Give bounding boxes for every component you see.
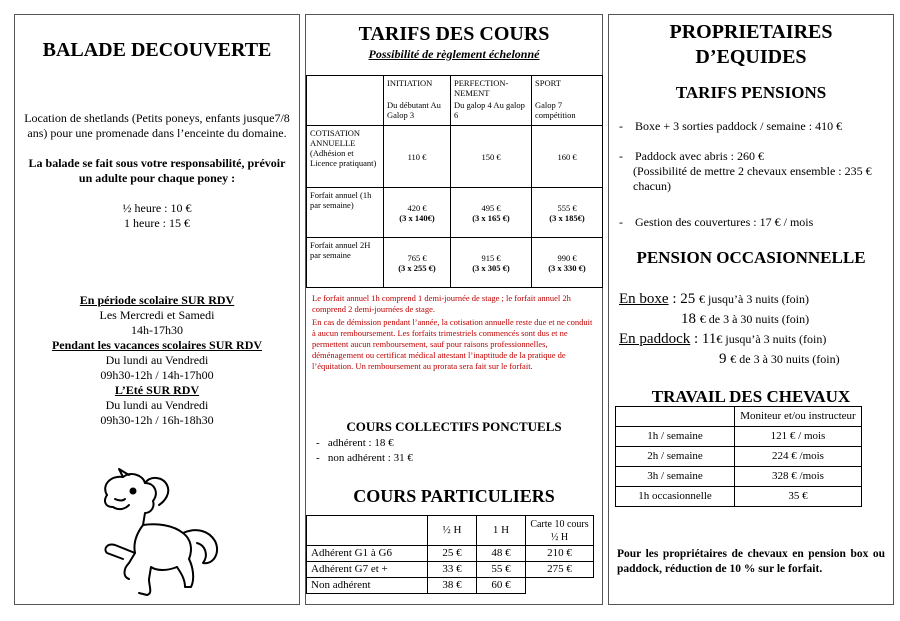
row-value: 275 € bbox=[526, 562, 594, 578]
table-row bbox=[616, 467, 862, 487]
occasion-boxe: En boxe : 25 € jusqu’à 3 nuits (foin) 18 € de 3 à 30 nuits (foin) bbox=[619, 291, 810, 327]
row-value: 110 € bbox=[384, 126, 451, 188]
table-row bbox=[307, 188, 603, 238]
particuliers-title: COURS PARTICULIERS bbox=[353, 486, 555, 506]
refund-note: En cas de démission pendant l’année, la cotisation annuelle reste due et ne conduit à aucun remboursement. Les forfaits trimestriels commencés sont dus et ne permettent aucun remboursement, sauf pour raisons professionnelles, déménagement ou certificat médical attestant l’inaptitude de la pratique de l’équitation. Un remboursement au prorata sera fait sur le forfait. bbox=[312, 317, 593, 371]
row-label: Adhérent G7 et + bbox=[307, 562, 428, 578]
tarifs-table bbox=[306, 75, 603, 288]
period-summer-hours: 09h30-12h / 16h-18h30 bbox=[100, 413, 214, 427]
row-value: 35 € bbox=[735, 487, 862, 507]
table-row bbox=[307, 562, 594, 578]
row-value: 55 € bbox=[477, 562, 526, 578]
part-header: ½ H bbox=[428, 516, 477, 546]
list-item: - adhérent : 18 € bbox=[316, 437, 394, 449]
collectifs-list bbox=[316, 436, 413, 466]
travail-table bbox=[615, 406, 862, 507]
row-label: Forfait annuel 2H par semaine bbox=[307, 238, 384, 288]
price-half-hour: ½ heure : 10 € bbox=[122, 201, 192, 215]
tarifs-corner-cell bbox=[307, 76, 384, 126]
forfait-note: Le forfait annuel 1h comprend 1 demi-journée de stage ; le forfait annuel 2h comprend 2 demi-journées de stage. bbox=[312, 293, 571, 314]
table-row bbox=[616, 427, 862, 447]
table-row bbox=[307, 126, 603, 188]
row-label: 1h occasionnelle bbox=[616, 487, 735, 507]
row-value: 38 € bbox=[428, 578, 477, 594]
proprio-title-line1: PROPRIETAIRES bbox=[669, 21, 833, 43]
row-value: 765 € (3 x 255 €) bbox=[384, 238, 451, 288]
period-school-title: En période scolaire SUR RDV bbox=[79, 293, 235, 307]
row-label: 2h / semaine bbox=[616, 447, 735, 467]
tarifs-header-sport: SPORT Galop 7 compétition bbox=[532, 76, 603, 126]
period-summer-title: L’Eté SUR RDV bbox=[114, 383, 200, 397]
reduction-note: Pour les propriétaires de chevaux en pension box ou paddock, réduction de 10 % sur le forfait. bbox=[617, 548, 885, 575]
travail-corner-cell bbox=[616, 407, 735, 427]
travail-title: TRAVAIL DES CHEVAUX bbox=[651, 387, 851, 406]
row-label: COTISATION ANNUELLE (Adhésion et Licence pratiquant) bbox=[307, 126, 384, 188]
row-value: 33 € bbox=[428, 562, 477, 578]
balade-warning: La balade se fait sous votre responsabilité, prévoir un adulte pour chaque poney : bbox=[28, 156, 286, 185]
row-value: 328 € /mois bbox=[735, 467, 862, 487]
occasion-paddock: En paddock : 11€ jusqu’à 3 nuits (foin) 9 € de 3 à 30 nuits (foin) bbox=[619, 331, 840, 367]
period-holidays-days: Du lundi au Vendredi bbox=[105, 353, 209, 367]
balade-title: BALADE DECOUVERTE bbox=[42, 39, 272, 61]
period-school-days: Les Mercredi et Samedi bbox=[99, 308, 215, 322]
table-row bbox=[307, 238, 603, 288]
table-row bbox=[307, 578, 594, 594]
panel-balade bbox=[14, 14, 300, 605]
row-label: Forfait annuel (1h par semaine) bbox=[307, 188, 384, 238]
tarifs-subtitle: Possibilité de règlement échelonné bbox=[368, 47, 540, 61]
row-label: 1h / semaine bbox=[616, 427, 735, 447]
row-value: 150 € bbox=[451, 126, 532, 188]
row-value: 25 € bbox=[428, 546, 477, 562]
pension-boxe: - Boxe + 3 sorties paddock / semaine : 410 € bbox=[619, 119, 843, 133]
collectifs-title: COURS COLLECTIFS PONCTUELS bbox=[346, 419, 562, 434]
particuliers-table bbox=[306, 515, 594, 594]
pony-illustration bbox=[93, 467, 223, 599]
balade-intro: Location de shetlands (Petits poneys, enfants jusque7/8 ans) pour une promenade dans l’enceinte du domaine. bbox=[24, 111, 290, 140]
row-value: 160 € bbox=[532, 126, 603, 188]
row-value: 60 € bbox=[477, 578, 526, 594]
tarifs-header-initiation: INITIATION Du débutant Au Galop 3 bbox=[384, 76, 451, 126]
pensions-title: TARIFS PENSIONS bbox=[675, 83, 827, 102]
row-value: 121 € / mois bbox=[735, 427, 862, 447]
table-row bbox=[307, 546, 594, 562]
empty-cell bbox=[526, 578, 594, 594]
period-summer-days: Du lundi au Vendredi bbox=[105, 398, 209, 412]
table-row bbox=[616, 447, 862, 467]
pension-paddock: - Paddock avec abris : 260 € (Possibilité de mettre 2 chevaux ensemble : 235 € chacun) bbox=[619, 149, 885, 194]
row-value: 420 € (3 x 140€) bbox=[384, 188, 451, 238]
tarifs-title: TARIFS DES COURS bbox=[358, 23, 550, 45]
row-value: 224 € /mois bbox=[735, 447, 862, 467]
panel-proprietaires bbox=[608, 14, 894, 605]
row-label: Non adhérent bbox=[307, 578, 428, 594]
part-corner-cell bbox=[307, 516, 428, 546]
proprio-title-line2: D’EQUIDES bbox=[695, 46, 807, 68]
period-holidays-hours: 09h30-12h / 14h-17h00 bbox=[100, 368, 214, 382]
pension-paddock-detail: (Possibilité de mettre 2 chevaux ensemble : 235 € chacun) bbox=[633, 164, 872, 193]
row-value: 210 € bbox=[526, 546, 594, 562]
occasion-title: PENSION OCCASIONNELLE bbox=[636, 248, 866, 267]
tarifs-header-perfectionnement: PERFECTION-NEMENT Du galop 4 Au galop 6 bbox=[451, 76, 532, 126]
row-value: 48 € bbox=[477, 546, 526, 562]
panel-tarifs bbox=[305, 14, 603, 605]
period-school-hours: 14h-17h30 bbox=[131, 323, 183, 337]
row-value: 555 € (3 x 185€) bbox=[532, 188, 603, 238]
part-header: 1 H bbox=[477, 516, 526, 546]
row-value: 990 € (3 x 330 €) bbox=[532, 238, 603, 288]
row-label: Adhérent G1 à G6 bbox=[307, 546, 428, 562]
row-value: 495 € (3 x 165 €) bbox=[451, 188, 532, 238]
period-holidays-title: Pendant les vacances scolaires SUR RDV bbox=[51, 338, 263, 352]
list-item: - non adhérent : 31 € bbox=[316, 452, 413, 464]
table-row bbox=[616, 487, 862, 507]
travail-header: Moniteur et/ou instructeur bbox=[735, 407, 862, 427]
price-hour: 1 heure : 15 € bbox=[124, 216, 190, 230]
pension-couvertures: - Gestion des couvertures : 17 € / mois bbox=[619, 215, 814, 229]
row-value: 915 € (3 x 305 €) bbox=[451, 238, 532, 288]
row-label: 3h / semaine bbox=[616, 467, 735, 487]
part-header: Carte 10 cours ½ H bbox=[526, 516, 594, 546]
